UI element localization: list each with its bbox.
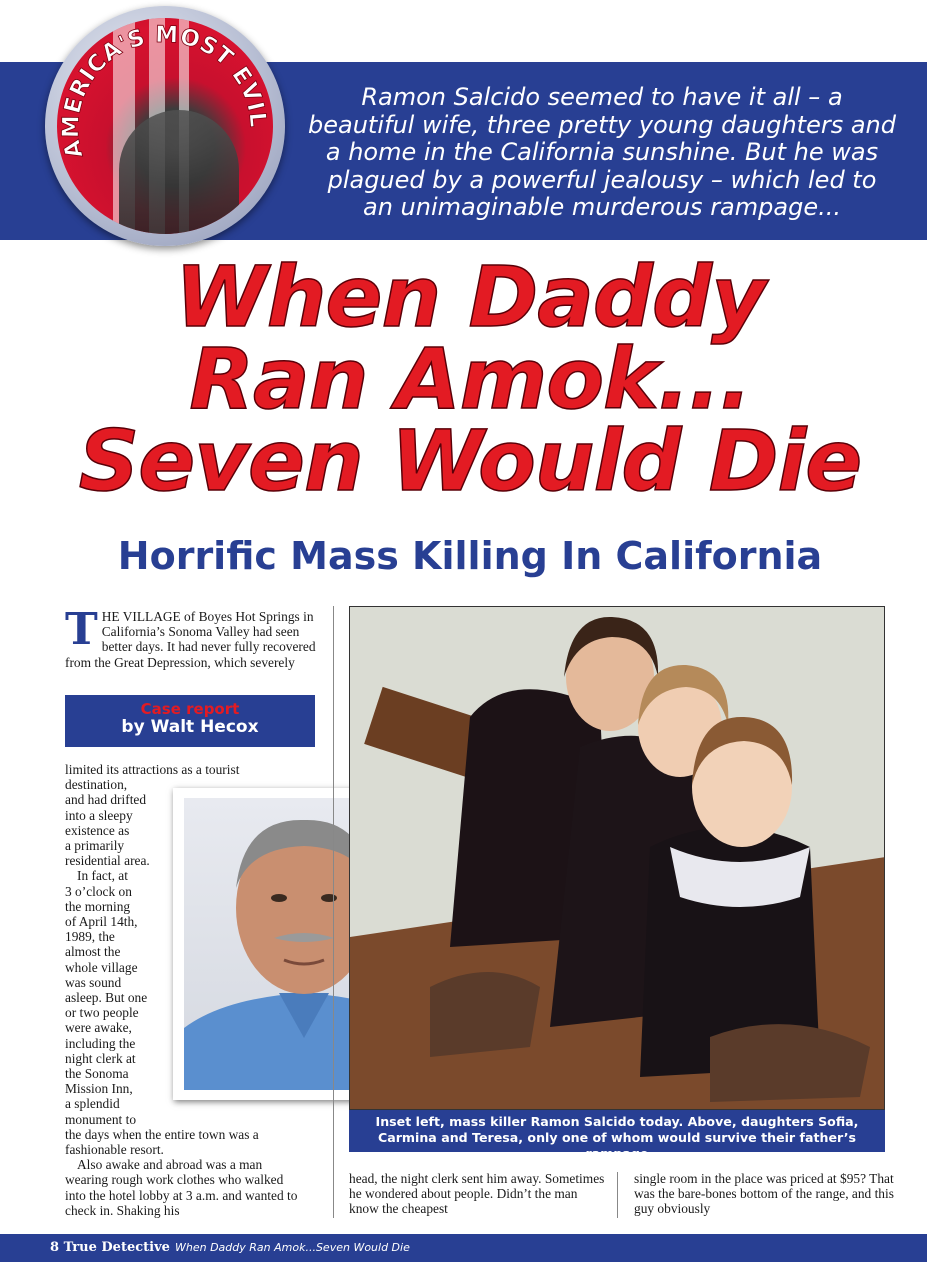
drop-cap: T bbox=[65, 604, 98, 655]
daughters-illustration bbox=[350, 607, 885, 1110]
subheadline: Horrific Mass Killing In California bbox=[117, 534, 823, 578]
author: by Walt Hecox bbox=[121, 717, 259, 737]
article-line: were awake, bbox=[65, 1020, 132, 1036]
daughters-photo bbox=[349, 606, 885, 1110]
headline-line: Ran Amok... bbox=[189, 330, 751, 428]
article-line: almost the bbox=[65, 944, 121, 960]
svg-text:AMERICA'S MOST EVIL bbox=[58, 22, 270, 161]
column-divider bbox=[333, 606, 334, 1218]
article-text: the days when the entire town was a fashionable resort. bbox=[65, 1126, 259, 1158]
article-line: and had drifted bbox=[65, 792, 147, 808]
article-line: residential area. bbox=[65, 853, 150, 869]
article-line: into a sleepy bbox=[65, 807, 133, 823]
intro-line: plagued by a powerful jealousy – which led to bbox=[327, 165, 877, 194]
article-text: limited its attractions as a tourist destination, bbox=[65, 762, 240, 793]
article-column-2: head, the night clerk sent him away. Sometimes he wondered about people. Didn’t the man know the cheapest bbox=[349, 1171, 605, 1217]
byline-box bbox=[65, 695, 315, 747]
badge-text: AMERICA'S MOST EVIL bbox=[58, 21, 271, 161]
article-line: night clerk at bbox=[65, 1050, 136, 1066]
article-line: 3 o’clock on bbox=[65, 883, 132, 899]
intro-line: beautiful wife, three pretty young daughters and bbox=[308, 110, 896, 139]
article-line: a primarily bbox=[65, 838, 125, 854]
headline-line: When Daddy bbox=[175, 248, 765, 346]
magazine-name: True Detective bbox=[63, 1240, 170, 1255]
article-line: including the bbox=[65, 1035, 136, 1051]
badge-title bbox=[45, 6, 285, 246]
running-title: When Daddy Ran Amok...Seven Would Die bbox=[175, 1241, 410, 1254]
page-number-and-magazine bbox=[50, 1240, 170, 1255]
article-line: a splendid bbox=[65, 1096, 120, 1112]
article-line: of April 14th, bbox=[65, 914, 138, 930]
article-line: the Sonoma bbox=[65, 1066, 129, 1082]
article-line: In fact, at bbox=[77, 868, 128, 884]
intro-line: Ramon Salcido seemed to have it all – a bbox=[361, 83, 843, 111]
article-line: monument to bbox=[65, 1111, 137, 1127]
article-line: existence as bbox=[65, 822, 130, 838]
article-line: the morning bbox=[65, 898, 131, 914]
article-line: whole village bbox=[65, 959, 138, 975]
article-line: asleep. But one bbox=[65, 990, 148, 1006]
intro-blurb bbox=[300, 84, 904, 222]
article-text: Also awake and abroad was a man wearing rough work clothes who walked into the hotel lobby at 3 a.m. and wanted to check in. Shaking his bbox=[65, 1157, 298, 1218]
headline bbox=[40, 248, 900, 510]
article-line: or two people bbox=[65, 1005, 139, 1021]
page-footer bbox=[0, 1234, 927, 1262]
intro-line: an unimaginable murderous rampage... bbox=[363, 193, 841, 221]
article-wrap-text bbox=[65, 792, 165, 1126]
article-line: was sound bbox=[65, 974, 122, 990]
headline-line: Seven Would Die bbox=[78, 412, 862, 510]
article-lead: HE VILLAGE of Boyes Hot Springs in California’s Sonoma Valley had seen better days. It had never fully recovered from the Great Depression, which severely bbox=[65, 609, 316, 670]
page-number: 8 bbox=[50, 1240, 60, 1255]
article-line: 1989, the bbox=[65, 929, 115, 945]
article-line: Mission Inn, bbox=[65, 1081, 133, 1097]
article-column-3: single room in the place was priced at $95? That was the bare-bones bottom of the range, and this guy obviously bbox=[634, 1171, 894, 1217]
column-divider bbox=[617, 1172, 618, 1218]
americas-most-evil-badge bbox=[45, 6, 285, 246]
article-opening bbox=[65, 604, 317, 670]
case-report-label: Case report bbox=[140, 700, 240, 718]
intro-line: a home in the California sunshine. But he was bbox=[325, 138, 879, 166]
photo-caption: Inset left, mass killer Ramon Salcido today. Above, daughters Sofia, Carmina and Teresa, only one of whom would survive their father’s rampage bbox=[349, 1110, 885, 1152]
